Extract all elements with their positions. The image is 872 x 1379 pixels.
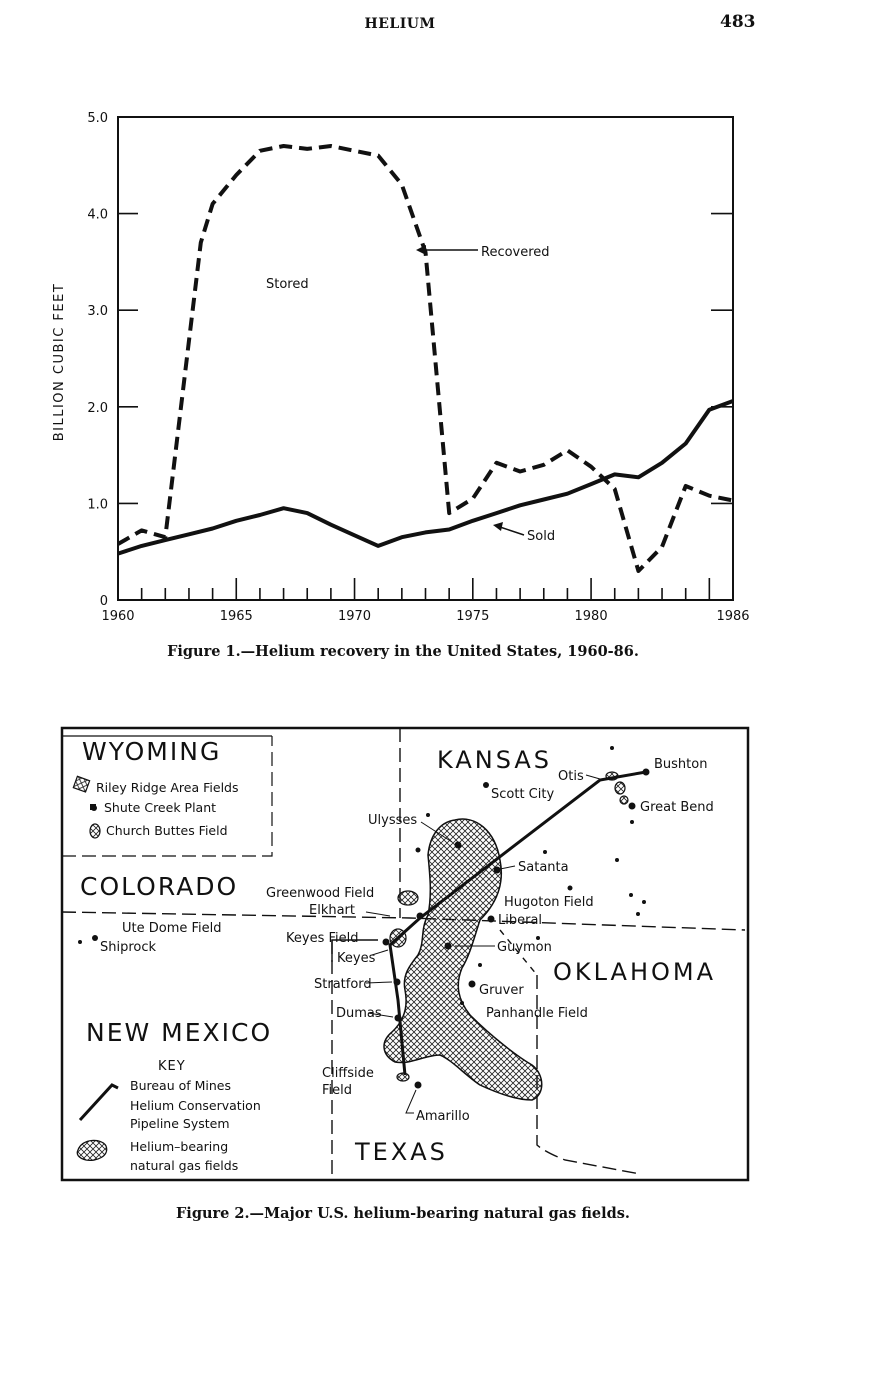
series-line-sold (118, 401, 733, 554)
state-label-colorado: COLORADO (80, 872, 239, 901)
place-great-bend: Great Bend (640, 800, 714, 815)
pipeline-key-icon (80, 1085, 118, 1120)
helium-fields-map (0, 720, 872, 1190)
x-tick-label: 1960 (101, 609, 135, 624)
page-number: 483 (720, 12, 756, 32)
place-dumas: Dumas (336, 1006, 382, 1021)
state-label-wyoming: WYOMING (82, 737, 222, 766)
key-pipeline-line1: Bureau of Mines (130, 1078, 232, 1093)
chart-series (118, 146, 733, 571)
figure2-caption: Figure 2.—Major U.S. helium-bearing natural gas fields. (176, 1205, 630, 1222)
recovered-arrow (416, 245, 478, 255)
y-tick-label: 4.0 (87, 207, 108, 223)
key-fields-line2: natural gas fields (130, 1158, 239, 1173)
place-cliffside-line2: Field (322, 1083, 353, 1098)
place-elkhart: Elkhart (309, 903, 356, 918)
shute-creek-icon (90, 804, 96, 810)
place-shiprock: Shiprock (100, 940, 157, 955)
place-satanta: Satanta (518, 860, 569, 875)
x-tick-label: 1986 (716, 609, 750, 624)
annotation-stored: Stored (266, 277, 309, 292)
place-otis: Otis (558, 769, 584, 784)
place-cliffside-line1: Cliffside (322, 1066, 374, 1081)
place-hugoton-field: Hugoton Field (504, 895, 594, 910)
key-title: KEY (158, 1059, 186, 1074)
sold-arrow (493, 522, 524, 535)
x-tick-label: 1965 (219, 609, 253, 624)
place-keyes: Keyes (337, 951, 376, 966)
riley-ridge-icon (73, 776, 89, 792)
legend-riley-ridge: Riley Ridge Area Fields (96, 780, 239, 795)
state-label-texas: TEXAS (355, 1138, 448, 1166)
state-label-oklahoma: OKLAHOMA (553, 958, 717, 986)
place-ulysses: Ulysses (368, 813, 418, 828)
figure1-caption: Figure 1.—Helium recovery in the United States, 1960-86. (167, 643, 639, 660)
place-ute-dome-field: Ute Dome Field (122, 921, 222, 936)
y-tick-label: 3.0 (87, 304, 108, 320)
y-tick-label: 0 (99, 594, 108, 609)
key-pipeline-line2: Helium Conservation (130, 1098, 261, 1113)
place-greenwood-field: Greenwood Field (266, 886, 375, 901)
annotation-recovered: Recovered (481, 245, 550, 260)
key-fields-line1: Helium–bearing (130, 1139, 229, 1154)
place-panhandle-field: Panhandle Field (486, 1006, 588, 1021)
series-line-recovered (118, 146, 733, 571)
x-tick-label: 1975 (456, 609, 490, 624)
church-buttes-icon (90, 824, 100, 838)
place-bushton: Bushton (654, 757, 708, 772)
legend-church-buttes: Church Buttes Field (106, 823, 228, 838)
y-tick-label: 1.0 (87, 497, 108, 513)
helium-recovery-chart (0, 90, 872, 635)
y-tick-label: 5.0 (87, 111, 108, 126)
place-guymon: Guymon (497, 940, 552, 955)
running-head: HELIUM (364, 16, 436, 32)
place-gruver: Gruver (479, 983, 524, 998)
place-scott-city: Scott City (491, 787, 555, 802)
key-pipeline-line3: Pipeline System (130, 1116, 230, 1131)
y-tick-label: 2.0 (87, 400, 108, 416)
legend-shute-creek: Shute Creek Plant (104, 800, 217, 815)
place-liberal: Liberal (498, 913, 543, 928)
x-tick-label: 1970 (337, 609, 372, 624)
place-stratford: Stratford (314, 977, 372, 992)
state-label-new-mexico: NEW MEXICO (86, 1018, 273, 1047)
place-keyes-field: Keyes Field (286, 931, 359, 946)
state-label-kansas: KANSAS (437, 746, 553, 774)
gas-field-key-icon (77, 1140, 106, 1160)
y-axis-label: BILLION CUBIC FEET (52, 282, 67, 442)
place-amarillo: Amarillo (416, 1109, 470, 1124)
annotation-sold: Sold (527, 529, 556, 544)
x-tick-label: 1980 (574, 609, 608, 624)
